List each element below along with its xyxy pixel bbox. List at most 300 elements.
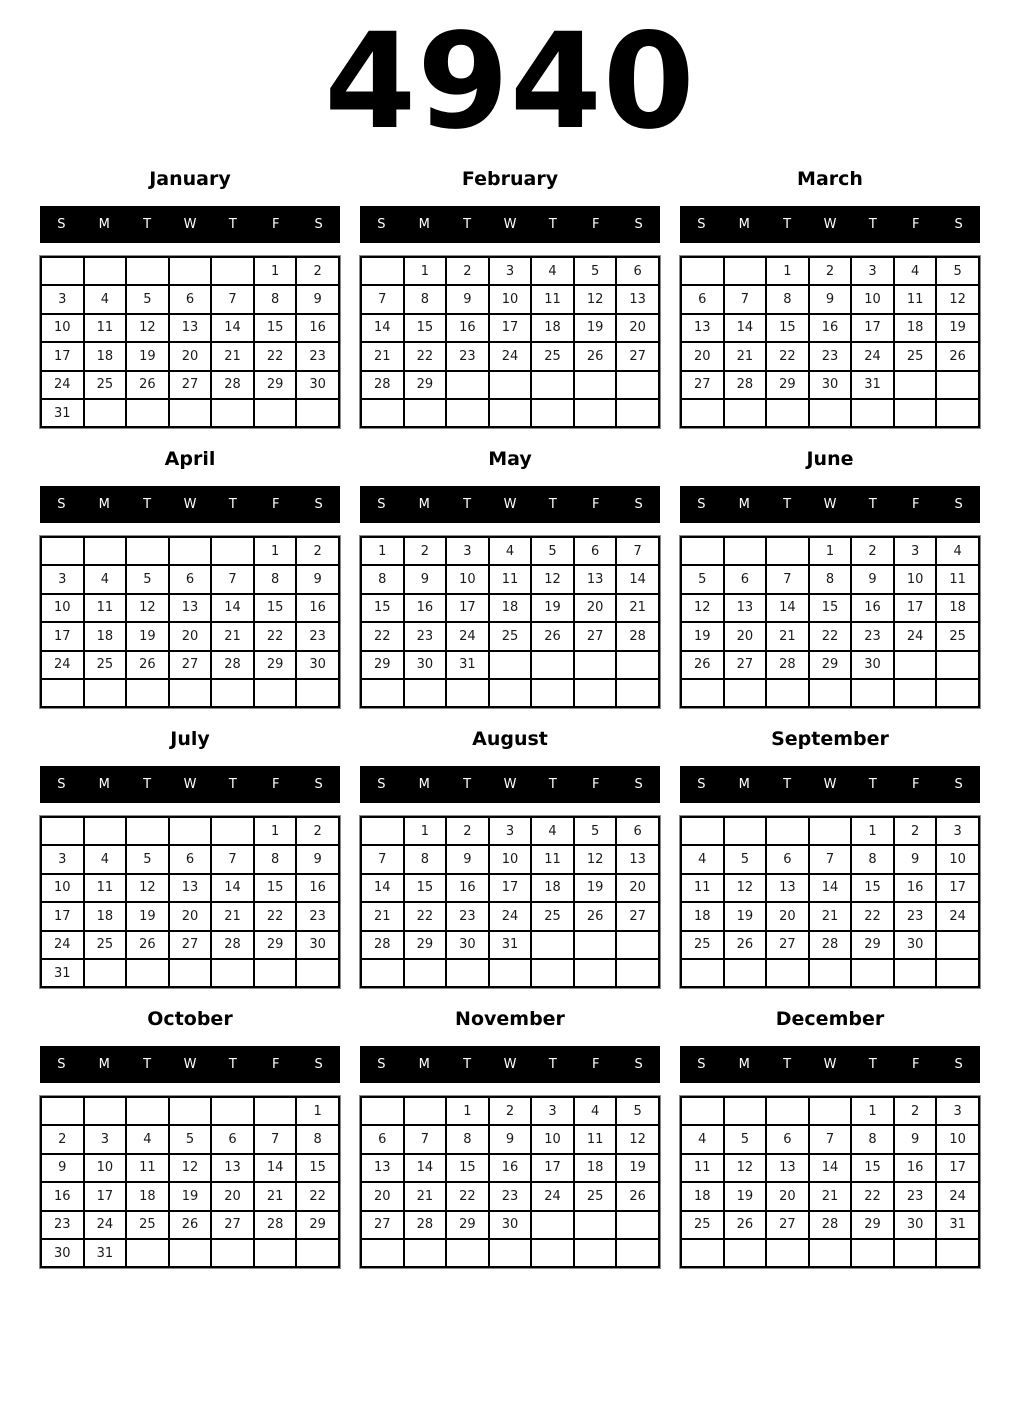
month-block bbox=[40, 712, 340, 992]
week-row bbox=[361, 874, 659, 902]
week-row bbox=[361, 257, 659, 285]
week-row bbox=[361, 959, 659, 987]
day-cell bbox=[446, 679, 489, 707]
day-cell: 12 bbox=[724, 1154, 767, 1182]
week-row bbox=[361, 817, 659, 845]
week-row bbox=[681, 399, 979, 427]
day-cell: 1 bbox=[404, 257, 447, 285]
day-cell: 14 bbox=[766, 594, 809, 622]
day-grid bbox=[40, 256, 340, 428]
weekday-label: M bbox=[98, 1057, 110, 1072]
day-cell: 4 bbox=[84, 565, 127, 593]
day-cell: 9 bbox=[809, 285, 852, 313]
day-cell: 17 bbox=[41, 622, 84, 650]
day-cell: 19 bbox=[936, 314, 979, 342]
weekday-label: W bbox=[503, 217, 517, 232]
week-row bbox=[41, 1182, 339, 1210]
week-row bbox=[41, 594, 339, 622]
day-cell: 23 bbox=[894, 902, 937, 930]
day-cell bbox=[41, 257, 84, 285]
day-cell: 16 bbox=[894, 1154, 937, 1182]
day-cell: 6 bbox=[616, 817, 659, 845]
day-cell: 13 bbox=[211, 1154, 254, 1182]
weekday-label: M bbox=[418, 217, 430, 232]
day-cell: 18 bbox=[84, 902, 127, 930]
week-row bbox=[681, 959, 979, 987]
day-cell: 21 bbox=[616, 594, 659, 622]
day-cell: 5 bbox=[126, 285, 169, 313]
day-cell: 16 bbox=[851, 594, 894, 622]
week-row bbox=[681, 342, 979, 370]
day-cell: 8 bbox=[296, 1125, 339, 1153]
day-cell: 1 bbox=[404, 817, 447, 845]
day-cell bbox=[489, 1239, 532, 1267]
day-cell bbox=[681, 1097, 724, 1125]
day-cell bbox=[724, 959, 767, 987]
week-row bbox=[361, 314, 659, 342]
week-row bbox=[41, 959, 339, 987]
day-cell: 28 bbox=[809, 931, 852, 959]
day-cell: 26 bbox=[724, 931, 767, 959]
day-cell: 7 bbox=[361, 845, 404, 873]
month-block bbox=[360, 152, 660, 432]
day-cell bbox=[531, 1239, 574, 1267]
weekday-label: S bbox=[634, 497, 643, 512]
day-cell: 21 bbox=[404, 1182, 447, 1210]
day-cell: 13 bbox=[616, 845, 659, 873]
day-cell: 20 bbox=[616, 314, 659, 342]
day-cell: 1 bbox=[446, 1097, 489, 1125]
day-cell bbox=[169, 399, 212, 427]
week-row bbox=[361, 565, 659, 593]
weekday-header-row bbox=[680, 486, 980, 523]
week-row bbox=[361, 1239, 659, 1267]
day-cell: 21 bbox=[766, 622, 809, 650]
weekday-label: T bbox=[548, 217, 557, 232]
day-cell bbox=[936, 931, 979, 959]
day-cell: 3 bbox=[531, 1097, 574, 1125]
day-cell bbox=[531, 959, 574, 987]
day-cell: 17 bbox=[446, 594, 489, 622]
day-cell: 27 bbox=[574, 622, 617, 650]
day-cell: 31 bbox=[84, 1239, 127, 1267]
week-row bbox=[41, 565, 339, 593]
day-cell: 8 bbox=[446, 1125, 489, 1153]
week-row bbox=[41, 845, 339, 873]
week-row bbox=[361, 679, 659, 707]
day-cell: 29 bbox=[404, 371, 447, 399]
day-cell: 28 bbox=[404, 1211, 447, 1239]
day-cell: 18 bbox=[681, 902, 724, 930]
day-cell bbox=[361, 257, 404, 285]
day-cell: 22 bbox=[851, 902, 894, 930]
day-cell bbox=[681, 537, 724, 565]
day-cell: 15 bbox=[404, 314, 447, 342]
day-cell bbox=[169, 959, 212, 987]
month-title: December bbox=[775, 1008, 885, 1030]
week-row bbox=[681, 1154, 979, 1182]
day-cell: 20 bbox=[616, 874, 659, 902]
weekday-label: S bbox=[697, 497, 706, 512]
day-cell bbox=[936, 399, 979, 427]
day-cell: 12 bbox=[681, 594, 724, 622]
day-cell: 4 bbox=[574, 1097, 617, 1125]
day-cell: 26 bbox=[574, 342, 617, 370]
day-cell: 22 bbox=[361, 622, 404, 650]
day-cell: 2 bbox=[851, 537, 894, 565]
day-cell bbox=[254, 399, 297, 427]
day-cell: 21 bbox=[211, 622, 254, 650]
day-cell: 16 bbox=[296, 594, 339, 622]
day-cell: 23 bbox=[489, 1182, 532, 1210]
day-cell: 7 bbox=[724, 285, 767, 313]
day-cell: 27 bbox=[766, 931, 809, 959]
week-row bbox=[41, 679, 339, 707]
day-grid bbox=[40, 816, 340, 988]
day-cell: 19 bbox=[126, 902, 169, 930]
week-row bbox=[681, 1182, 979, 1210]
day-cell bbox=[254, 1239, 297, 1267]
day-cell: 8 bbox=[851, 845, 894, 873]
day-cell: 20 bbox=[169, 342, 212, 370]
day-cell: 29 bbox=[254, 931, 297, 959]
day-cell: 22 bbox=[296, 1182, 339, 1210]
day-cell: 24 bbox=[851, 342, 894, 370]
day-cell: 1 bbox=[254, 817, 297, 845]
day-cell bbox=[361, 399, 404, 427]
day-cell: 21 bbox=[211, 342, 254, 370]
week-row bbox=[681, 902, 979, 930]
week-row bbox=[41, 1211, 339, 1239]
day-cell: 21 bbox=[211, 902, 254, 930]
day-cell: 7 bbox=[809, 1125, 852, 1153]
weekday-label: F bbox=[591, 497, 600, 512]
day-cell: 13 bbox=[724, 594, 767, 622]
weekday-header-row bbox=[40, 206, 340, 243]
day-cell: 22 bbox=[404, 902, 447, 930]
week-row bbox=[41, 651, 339, 679]
day-cell: 27 bbox=[211, 1211, 254, 1239]
day-cell: 2 bbox=[446, 817, 489, 845]
week-row bbox=[681, 931, 979, 959]
day-cell: 28 bbox=[211, 931, 254, 959]
day-cell: 15 bbox=[404, 874, 447, 902]
day-cell bbox=[894, 399, 937, 427]
weekday-label: T bbox=[868, 217, 877, 232]
day-cell: 5 bbox=[724, 1125, 767, 1153]
week-row bbox=[361, 537, 659, 565]
day-cell: 5 bbox=[936, 257, 979, 285]
month-title: September bbox=[771, 728, 889, 750]
day-cell: 13 bbox=[574, 565, 617, 593]
weekday-label: T bbox=[463, 1057, 472, 1072]
month-title: November bbox=[455, 1008, 565, 1030]
weekday-label: S bbox=[697, 217, 706, 232]
week-row bbox=[681, 537, 979, 565]
day-cell: 23 bbox=[446, 342, 489, 370]
day-cell bbox=[126, 399, 169, 427]
day-cell: 14 bbox=[211, 874, 254, 902]
week-row bbox=[41, 902, 339, 930]
day-cell: 1 bbox=[254, 537, 297, 565]
day-cell: 15 bbox=[254, 874, 297, 902]
day-cell bbox=[169, 257, 212, 285]
day-cell bbox=[724, 679, 767, 707]
weekday-label: S bbox=[697, 1057, 706, 1072]
week-row bbox=[681, 874, 979, 902]
day-cell: 8 bbox=[766, 285, 809, 313]
day-cell: 29 bbox=[361, 651, 404, 679]
day-cell: 8 bbox=[404, 285, 447, 313]
day-cell: 29 bbox=[851, 1211, 894, 1239]
day-cell: 25 bbox=[126, 1211, 169, 1239]
day-cell: 30 bbox=[404, 651, 447, 679]
week-row bbox=[681, 1125, 979, 1153]
weekday-label: F bbox=[591, 217, 600, 232]
day-cell: 25 bbox=[936, 622, 979, 650]
day-cell: 25 bbox=[489, 622, 532, 650]
day-cell: 24 bbox=[41, 371, 84, 399]
week-row bbox=[41, 1154, 339, 1182]
day-cell: 27 bbox=[616, 902, 659, 930]
weekday-label: W bbox=[183, 217, 197, 232]
weekday-label: T bbox=[783, 217, 792, 232]
day-cell bbox=[41, 679, 84, 707]
weekday-label: W bbox=[823, 497, 837, 512]
weekday-label: T bbox=[783, 497, 792, 512]
day-cell bbox=[296, 679, 339, 707]
day-cell: 6 bbox=[616, 257, 659, 285]
day-cell: 21 bbox=[809, 902, 852, 930]
day-cell: 6 bbox=[169, 565, 212, 593]
day-cell: 4 bbox=[489, 537, 532, 565]
day-cell bbox=[489, 399, 532, 427]
week-row bbox=[681, 651, 979, 679]
day-cell: 9 bbox=[489, 1125, 532, 1153]
day-cell: 2 bbox=[894, 817, 937, 845]
day-cell: 24 bbox=[936, 1182, 979, 1210]
day-cell: 12 bbox=[574, 845, 617, 873]
month-title: February bbox=[461, 168, 559, 190]
day-cell: 28 bbox=[809, 1211, 852, 1239]
day-cell: 3 bbox=[936, 1097, 979, 1125]
day-cell: 25 bbox=[894, 342, 937, 370]
weekday-label: M bbox=[738, 497, 750, 512]
day-cell: 16 bbox=[404, 594, 447, 622]
week-row bbox=[361, 622, 659, 650]
day-cell: 14 bbox=[211, 594, 254, 622]
weekday-label: T bbox=[228, 777, 237, 792]
day-cell: 31 bbox=[41, 399, 84, 427]
day-cell: 13 bbox=[169, 314, 212, 342]
weekday-header-row bbox=[40, 486, 340, 523]
day-cell bbox=[681, 399, 724, 427]
day-cell bbox=[126, 679, 169, 707]
month-block bbox=[680, 992, 980, 1272]
day-cell: 5 bbox=[126, 845, 169, 873]
month-title: August bbox=[472, 728, 548, 750]
day-cell: 10 bbox=[41, 874, 84, 902]
day-cell: 9 bbox=[851, 565, 894, 593]
day-cell: 22 bbox=[851, 1182, 894, 1210]
day-cell: 15 bbox=[446, 1154, 489, 1182]
day-cell bbox=[724, 817, 767, 845]
weekday-header-row bbox=[680, 1046, 980, 1083]
day-cell: 18 bbox=[489, 594, 532, 622]
day-cell: 19 bbox=[724, 1182, 767, 1210]
weekday-header-row bbox=[360, 206, 660, 243]
day-cell: 11 bbox=[84, 874, 127, 902]
day-cell: 29 bbox=[254, 371, 297, 399]
day-grid bbox=[40, 536, 340, 708]
day-cell: 18 bbox=[126, 1182, 169, 1210]
day-cell bbox=[574, 931, 617, 959]
week-row bbox=[361, 285, 659, 313]
week-row bbox=[41, 817, 339, 845]
weekday-label: T bbox=[548, 777, 557, 792]
day-cell: 3 bbox=[851, 257, 894, 285]
day-cell: 12 bbox=[616, 1125, 659, 1153]
day-cell bbox=[936, 371, 979, 399]
day-cell: 24 bbox=[41, 651, 84, 679]
day-grid bbox=[360, 536, 660, 708]
week-row bbox=[681, 285, 979, 313]
day-cell: 29 bbox=[766, 371, 809, 399]
day-cell: 22 bbox=[254, 342, 297, 370]
day-cell bbox=[84, 399, 127, 427]
day-cell: 25 bbox=[531, 902, 574, 930]
day-cell: 25 bbox=[84, 371, 127, 399]
day-cell: 15 bbox=[254, 594, 297, 622]
weekday-label: T bbox=[868, 777, 877, 792]
week-row bbox=[41, 399, 339, 427]
day-cell: 28 bbox=[616, 622, 659, 650]
day-cell bbox=[489, 371, 532, 399]
day-cell: 15 bbox=[851, 1154, 894, 1182]
week-row bbox=[361, 1125, 659, 1153]
day-cell bbox=[616, 399, 659, 427]
week-row bbox=[41, 1239, 339, 1267]
weekday-label: S bbox=[634, 217, 643, 232]
weekday-label: M bbox=[738, 777, 750, 792]
day-cell: 11 bbox=[936, 565, 979, 593]
day-cell: 22 bbox=[766, 342, 809, 370]
day-cell: 22 bbox=[254, 622, 297, 650]
day-cell: 2 bbox=[404, 537, 447, 565]
day-cell: 8 bbox=[254, 285, 297, 313]
day-cell: 21 bbox=[809, 1182, 852, 1210]
weekday-label: S bbox=[314, 217, 323, 232]
day-cell: 17 bbox=[531, 1154, 574, 1182]
day-cell bbox=[84, 537, 127, 565]
day-cell: 6 bbox=[169, 285, 212, 313]
weekday-label: S bbox=[377, 777, 386, 792]
day-cell: 3 bbox=[41, 285, 84, 313]
weekday-label: T bbox=[548, 1057, 557, 1072]
weekday-label: T bbox=[143, 1057, 152, 1072]
day-cell bbox=[531, 931, 574, 959]
week-row bbox=[361, 651, 659, 679]
week-row bbox=[681, 565, 979, 593]
day-cell bbox=[84, 679, 127, 707]
day-cell: 7 bbox=[211, 565, 254, 593]
day-cell bbox=[936, 651, 979, 679]
day-cell: 20 bbox=[574, 594, 617, 622]
day-cell: 1 bbox=[851, 1097, 894, 1125]
weekday-label: S bbox=[57, 777, 66, 792]
day-cell bbox=[404, 679, 447, 707]
week-row bbox=[681, 314, 979, 342]
day-cell bbox=[296, 1239, 339, 1267]
weekday-label: F bbox=[911, 777, 920, 792]
day-cell bbox=[361, 959, 404, 987]
day-cell: 5 bbox=[531, 537, 574, 565]
weekday-label: S bbox=[314, 497, 323, 512]
day-cell bbox=[489, 679, 532, 707]
week-row bbox=[681, 1239, 979, 1267]
month-title: March bbox=[797, 168, 863, 190]
day-cell: 12 bbox=[126, 594, 169, 622]
day-cell: 20 bbox=[724, 622, 767, 650]
day-grid bbox=[680, 256, 980, 428]
week-row bbox=[361, 594, 659, 622]
day-cell bbox=[616, 1211, 659, 1239]
day-cell: 2 bbox=[41, 1125, 84, 1153]
day-cell bbox=[809, 399, 852, 427]
weekday-header-row bbox=[680, 206, 980, 243]
day-grid bbox=[360, 1096, 660, 1268]
day-cell bbox=[724, 1097, 767, 1125]
weekday-label: S bbox=[954, 217, 963, 232]
day-cell: 1 bbox=[296, 1097, 339, 1125]
week-row bbox=[361, 342, 659, 370]
day-cell: 10 bbox=[41, 314, 84, 342]
day-cell bbox=[361, 817, 404, 845]
day-cell: 24 bbox=[531, 1182, 574, 1210]
week-row bbox=[361, 931, 659, 959]
week-row bbox=[361, 1097, 659, 1125]
day-cell: 19 bbox=[724, 902, 767, 930]
day-cell: 7 bbox=[361, 285, 404, 313]
day-cell bbox=[894, 679, 937, 707]
day-cell: 1 bbox=[809, 537, 852, 565]
day-grid bbox=[360, 256, 660, 428]
day-cell: 11 bbox=[681, 1154, 724, 1182]
day-cell bbox=[211, 959, 254, 987]
day-cell bbox=[404, 959, 447, 987]
day-cell: 16 bbox=[296, 314, 339, 342]
day-cell: 4 bbox=[681, 845, 724, 873]
day-cell bbox=[361, 679, 404, 707]
month-block bbox=[680, 152, 980, 432]
week-row bbox=[361, 902, 659, 930]
day-cell: 20 bbox=[766, 902, 809, 930]
day-cell: 16 bbox=[894, 874, 937, 902]
weekday-label: S bbox=[954, 1057, 963, 1072]
day-cell: 5 bbox=[724, 845, 767, 873]
day-cell: 17 bbox=[851, 314, 894, 342]
day-cell bbox=[296, 959, 339, 987]
day-cell: 18 bbox=[574, 1154, 617, 1182]
day-cell: 10 bbox=[936, 845, 979, 873]
weekday-label: W bbox=[503, 777, 517, 792]
day-cell: 12 bbox=[169, 1154, 212, 1182]
day-cell bbox=[809, 959, 852, 987]
day-cell: 18 bbox=[681, 1182, 724, 1210]
day-cell bbox=[894, 1239, 937, 1267]
day-cell: 13 bbox=[766, 874, 809, 902]
day-cell: 16 bbox=[809, 314, 852, 342]
